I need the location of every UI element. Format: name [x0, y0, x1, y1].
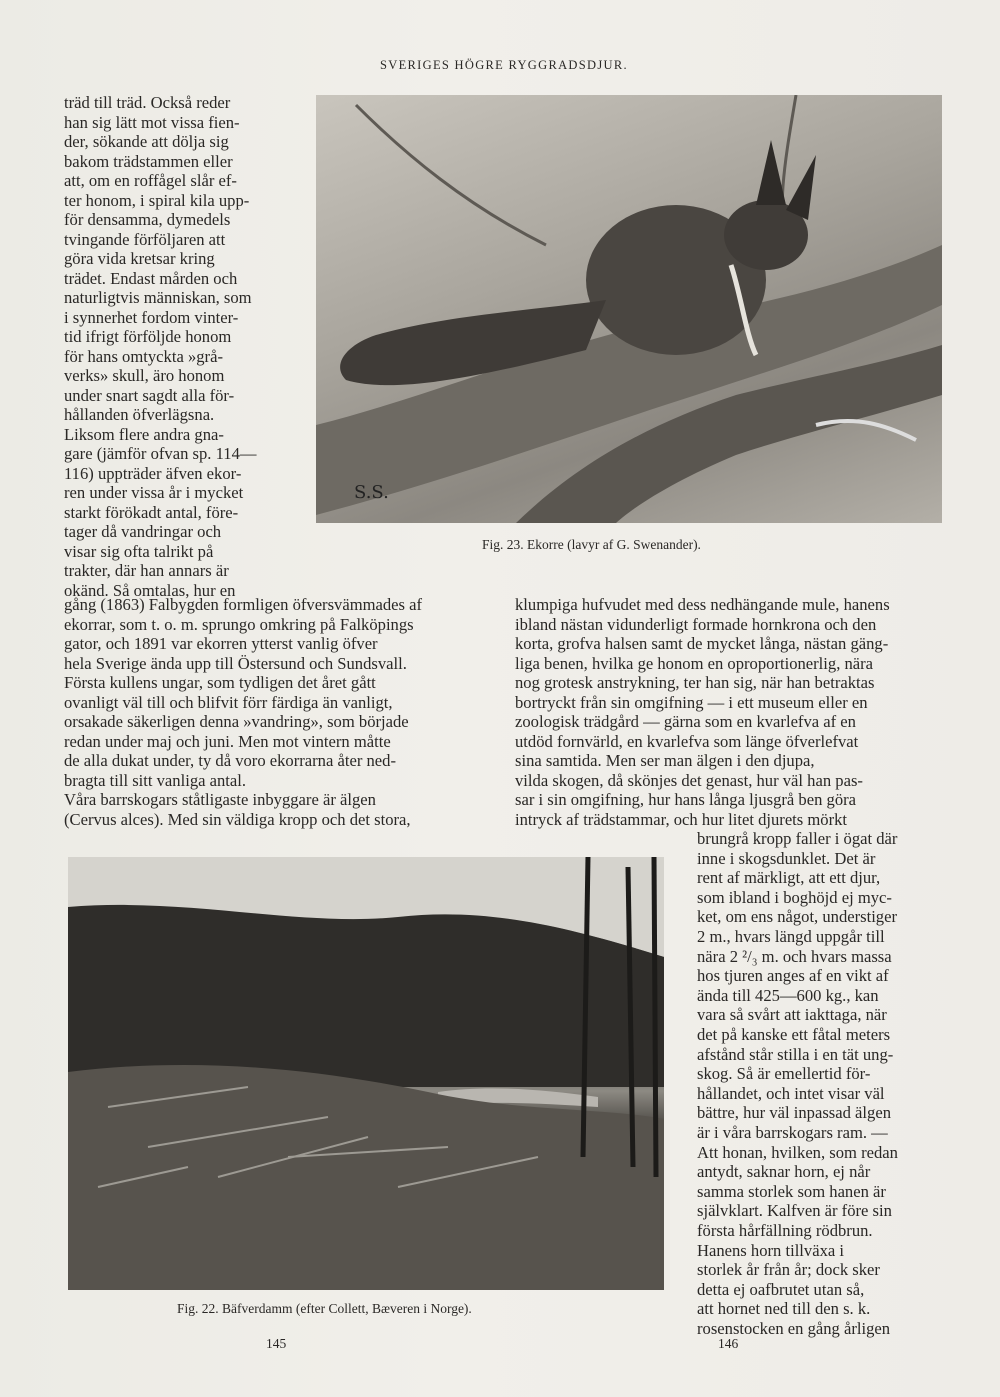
text-line: storlek år från år; dock sker: [697, 1260, 880, 1280]
text-line: rosenstocken en gång årligen: [697, 1319, 891, 1338]
text-line: tager då vandringar och: [64, 522, 222, 541]
text-line: bättre, hur väl inpassad älgen: [697, 1103, 891, 1123]
text-line: 2 m., hvars längd uppgår till: [697, 927, 885, 946]
text-line: zoologisk trädgård — gärna som en kvarlefva af en: [515, 712, 856, 731]
text-line: ekorrar, som t. o. m. sprungo omkring på Falköpings: [64, 614, 414, 634]
text-line: första hårfällning rödbrun.: [697, 1221, 873, 1240]
text-line: Att honan, hvilken, som redan: [697, 1142, 898, 1162]
fig23-caption: Fig. 23. Ekorre (lavyr af G. Swenander).: [482, 537, 701, 552]
text-line: det på kanske ett fåtal meters: [697, 1025, 891, 1044]
text-line: naturligtvis människan, som: [64, 288, 252, 307]
text-line: ovanligt väl till och blifvit förr färdiga än vanligt,: [64, 692, 393, 712]
text-line: ren under vissa år i mycket: [64, 483, 244, 502]
text-line: rent af märkligt, att ett djur,: [697, 868, 881, 888]
page-number-left: 145: [266, 1336, 287, 1351]
text-line: antydt, saknar horn, ej når: [697, 1162, 871, 1182]
text-line: som ibland i boghöjd ej myc-: [697, 887, 892, 907]
text-line: klumpiga hufvudet med dess nedhängande mule, hanens: [515, 595, 890, 614]
text-line: ter honom, i spiral kila upp-: [64, 190, 250, 210]
text-line: självklart. Kalfven är före sin: [697, 1201, 892, 1221]
text-line: är i våra barrskogars ram. —: [697, 1123, 888, 1142]
artist-signature: S.S.: [354, 482, 389, 503]
text-line: samma storlek som hanen är: [697, 1181, 886, 1201]
beaver-dam-photograph: [68, 857, 664, 1290]
text-line: utdöd fornvärld, en kvarlefva som länge öfverlefvat: [515, 731, 859, 751]
text-line: trakter, där han annars är: [64, 561, 229, 580]
text-line: liga benen, hvilka ge honom en oproportionerlig, nära: [515, 653, 874, 673]
text-line: inne i skogsdunklet. Det är: [697, 848, 876, 868]
running-header: SVERIGES HÖGRE RYGGRADSDJUR.: [380, 58, 628, 72]
text-line: redan under maj och juni. Men mot vintern måtte: [64, 731, 391, 751]
squirrel-illustration: [316, 95, 942, 523]
text-line: okänd. Så omtalas, hur en: [64, 580, 236, 600]
text-line: (Cervus alces). Med sin väldiga kropp och det stora,: [64, 809, 411, 829]
text-line: att, om en roffågel slår ef-: [64, 171, 237, 190]
text-line: der, sökande att dölja sig: [64, 132, 229, 151]
fig22-caption: Fig. 22. Bäfverdamm (efter Collett, Bæveren i Norge).: [177, 1301, 472, 1316]
text-line: nog grotesk anstrykning, ter han sig, när han betraktas: [515, 673, 875, 692]
text-line: i synnerhet fordom vinter-: [64, 307, 239, 327]
text-line: nära 2 ²/₃ m. och hvars massa: [697, 946, 892, 966]
text-line: hos tjuren anges af en vikt af: [697, 966, 889, 986]
text-line: hållandet, och intet visar väl: [697, 1083, 885, 1103]
text-line: trädet. Endast mården och: [64, 268, 238, 288]
text-line: bakom trädstammen eller: [64, 151, 233, 171]
text-line: gare (jämför ofvan sp. 114—: [64, 444, 257, 463]
text-line: bragta till sitt vanliga antal.: [64, 770, 247, 790]
text-line: intryck af trädstammar, och hur litet djurets mörkt: [515, 809, 848, 829]
text-line: afstånd står stilla i en tät ung-: [697, 1044, 894, 1064]
text-line: verks» skull, äro honom: [64, 366, 225, 385]
text-line: tid ifrigt förföljde honom: [64, 327, 232, 346]
text-line: sar i sin omgifning, hur hans långa ljusgrå ben göra: [515, 790, 857, 809]
page-number-right: 146: [718, 1336, 739, 1351]
text-line: att hornet ned till den s. k.: [697, 1299, 871, 1319]
text-line: bortryckt från sin omgifning — i ett museum eller en: [515, 692, 868, 712]
text-line: Liksom flere andra gna-: [64, 424, 224, 444]
text-line: vara så svårt att iakttaga, när: [697, 1005, 887, 1025]
text-line: 116) uppträder äfven ekor-: [64, 463, 242, 483]
text-line: de alla dukat under, ty då voro ekorrarna åter ned-: [64, 751, 396, 770]
text-line: ket, om ens något, understiger: [697, 907, 898, 927]
text-line: Hanens horn tillväxa i: [697, 1240, 845, 1260]
text-line: gång (1863) Falbygden formligen öfversvämmades af: [64, 595, 423, 614]
text-line: orsakade säkerligen denna »vandring», som började: [64, 712, 409, 731]
text-line: göra vida kretsar kring: [64, 249, 215, 268]
text-line: för hans omtyckta »grå-: [64, 346, 223, 366]
text-line: skog. Så är emellertid för-: [697, 1064, 871, 1084]
text-line: tvingande förföljaren att: [64, 229, 226, 249]
text-line: han sig lätt mot vissa fien-: [64, 112, 240, 132]
text-line: sina samtida. Men ser man älgen i den djupa,: [515, 751, 815, 770]
text-line: för densamma, dymedels: [64, 210, 231, 229]
text-line: gator, och 1891 var ekorren ytterst vanlig öfver: [64, 634, 378, 653]
text-line: Våra barrskogars ståtligaste inbyggare är älgen: [64, 790, 376, 809]
text-line: hela Sverige ända upp till Östersund och Sundsvall.: [64, 653, 407, 673]
text-line: starkt förökadt antal, före-: [64, 502, 239, 522]
text-line: brungrå kropp faller i ögat där: [697, 829, 898, 848]
text-line: visar sig ofta talrikt på: [64, 541, 214, 561]
text-line: ända till 425—600 kg., kan: [697, 985, 879, 1005]
text-line: Första kullens ungar, som tydligen det året gått: [64, 673, 376, 692]
text-line: korta, grofva halsen samt de mycket långa, nästan gäng-: [515, 634, 889, 653]
text-line: under snart sagdt alla för-: [64, 385, 235, 405]
text-line: hållanden öfverlägsna.: [64, 405, 215, 424]
text-line: vilda skogen, då skönjes det genast, hur väl han pas-: [515, 770, 863, 790]
text-line: träd till träd. Också reder: [64, 93, 231, 112]
text-line: ibland nästan vidunderligt formade hornkrona och den: [515, 614, 877, 634]
text-line: detta ej oafbrutet utan så,: [697, 1279, 865, 1299]
